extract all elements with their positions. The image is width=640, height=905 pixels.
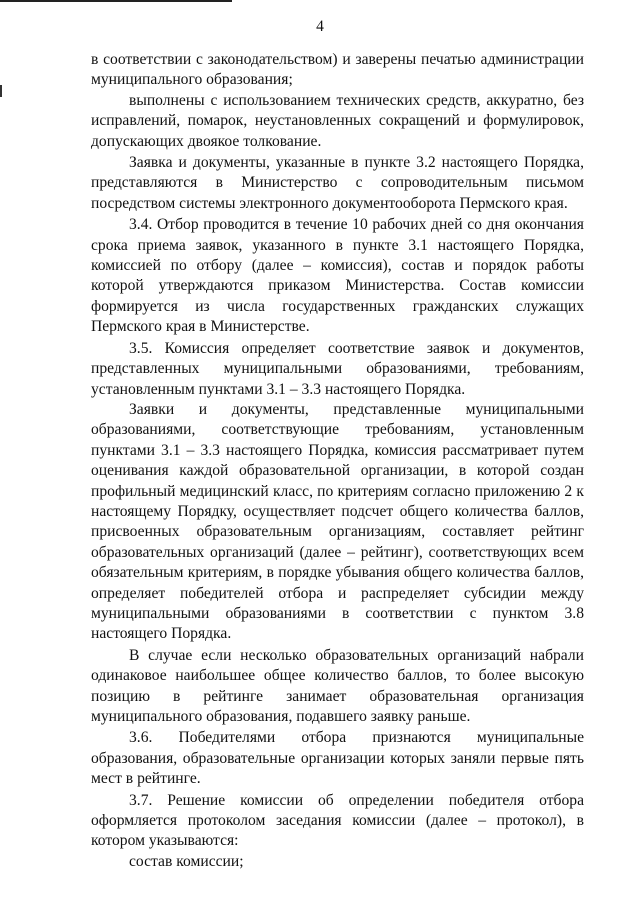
paragraph-3-6: 3.6. Победителями отбора признаются муниципальные образования, образовательные организации которых заняли первые пять мест в рейтинге. (91, 729, 584, 788)
paragraph-continuation: в соответствии с законодательством) и заверены печатью администрации муниципального образования; (91, 51, 584, 89)
paragraph-3-4: 3.4. Отбор проводится в течение 10 рабочих дней со дня окончания срока приема заявок, указанного в пункте 3.1 настоящего Порядка, комиссией по отбору (далее – комиссия), состав и порядок работы которой утверждаются приказом Министерства. Состав комиссии формируется из числа государственных гражданских служащих Пермского края в Министерстве. (91, 216, 584, 336)
paragraph-submission: Заявка и документы, указанные в пункте 3.2 настоящего Порядка, представляются в Министерство с сопроводительным письмом посредством системы электронного документооборота Пермского края. (91, 154, 584, 212)
scan-edge-line (0, 0, 232, 2)
scan-edge-mark (0, 85, 2, 97)
paragraph-evaluation: Заявки и документы, представленные муниципальными образованиями, соответствующие требованиям, установленным пунктами 3.1 – 3.3 настоящего Порядка, комиссия рассматривает путем оценивания каждой образовательной организации, в которой создан профильный медицинский класс, по критериям согласно приложению 2 к настоящему Порядку, осуществляет подсчет общего количества баллов, присвоенных образовательным организациям, составляет рейтинг образовательных организаций (далее – рейтинг), соответствующих всем обязательным критериям, в порядке убывания общего количества баллов, определяет победителей отбора и распределяет субсидии между муниципальными образованиями в соответствии с пунктом 3.8 настоящего Порядка. (91, 400, 584, 643)
document-body (91, 50, 584, 872)
paragraph-commission-list: состав комиссии; (129, 852, 244, 870)
paragraph-tie-rule: В случае если несколько образовательных организаций набрали одинаковое наибольшее общее количество баллов, то более высокую позицию в рейтинге занимает образовательная организация муниципального образования, подавшего заявку раньше. (91, 646, 584, 725)
paragraph-requirement: выполнены с использованием технических средств, аккуратно, без исправлений, помарок, неустановленных сокращений и формулировок, допускающих двоякое толкование. (91, 91, 584, 150)
paragraph-3-5: 3.5. Комиссия определяет соответствие заявок и документов, представленных муниципальными образованиями, требованиям, установленным пунктами 3.1 – 3.3 настоящего Порядка. (91, 339, 584, 398)
paragraph-3-7: 3.7. Решение комиссии об определении победителя отбора оформляется протоколом заседания комиссии (далее – протокол), в котором указываются: (91, 791, 584, 850)
page-number: 4 (316, 18, 324, 35)
